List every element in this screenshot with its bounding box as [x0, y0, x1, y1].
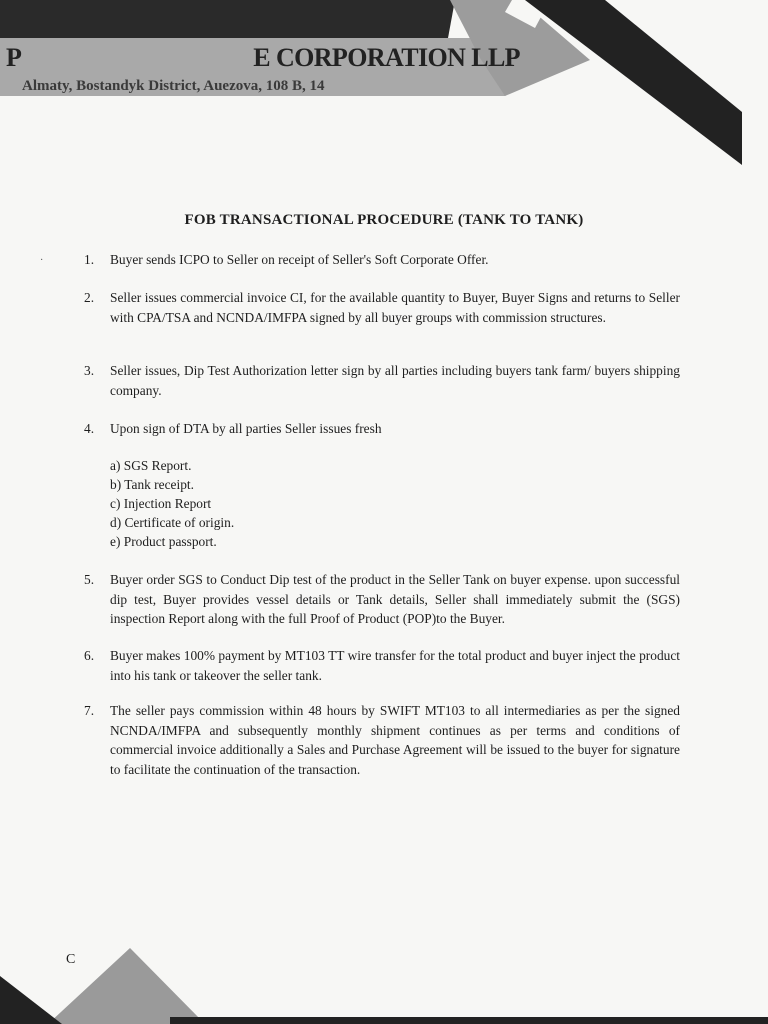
- company-address: Almaty, Bostandyk District, Auezova, 108 B, 14: [22, 78, 325, 94]
- list-item: [84, 250, 680, 270]
- item-text: Buyer sends ICPO to Seller on receipt of Seller's Soft Corporate Offer.: [110, 252, 489, 267]
- sub-item: d) Certificate of origin.: [110, 515, 235, 530]
- page-title: FOB TRANSACTIONAL PROCEDURE (TANK TO TANK): [184, 212, 584, 228]
- list-item: [84, 701, 680, 779]
- item-number: 3.: [84, 363, 95, 378]
- footer-letter: C: [66, 952, 76, 967]
- sub-item: b) Tank receipt.: [110, 477, 194, 492]
- item-number: 6.: [84, 648, 95, 663]
- footer-dark-triangle: [0, 976, 62, 1024]
- stray-mark: ·: [40, 255, 44, 266]
- item-number: 5.: [84, 572, 95, 587]
- item-number: 4.: [84, 421, 95, 436]
- list-item: [84, 288, 680, 327]
- sub-item: e) Product passport.: [110, 534, 217, 549]
- header-dark-band: [0, 0, 455, 38]
- list-item: [84, 570, 680, 629]
- list-item: [84, 646, 680, 685]
- item-text: Seller issues commercial invoice CI, for the available quantity to Buyer, Buyer Signs and returns to Seller with CPA/TSA and NCNDA/IMFPA signed by all buyer groups with commission structures.: [110, 290, 680, 325]
- footer-dark-line: [170, 1017, 768, 1024]
- item-text: Upon sign of DTA by all parties Seller issues fresh: [110, 421, 382, 436]
- item-number: 7.: [84, 703, 95, 718]
- item-number: 1.: [84, 252, 95, 267]
- sub-item: a) SGS Report.: [110, 458, 192, 473]
- item-text: Buyer makes 100% payment by MT103 TT wire transfer for the total product and buyer inject the product into his tank or takeover the seller tank.: [110, 648, 680, 683]
- item-text: Seller issues, Dip Test Authorization letter sign by all parties including buyers tank farm/ buyers shipping company.: [110, 363, 680, 398]
- item-text: Buyer order SGS to Conduct Dip test of the product in the Seller Tank on buyer expense. upon successful dip test, Buyer provides vessel details or Tank details, Seller shall immediately submit the (SGS) inspection Report along with the full Proof of Product (POP)to the Buyer.: [110, 572, 680, 626]
- item-text: The seller pays commission within 48 hours by SWIFT MT103 to all intermediaries as per the signed NCNDA/IMFPA and subsequently monthly shipment continues as per terms and conditions of commercial invoice additionally a Sales and Purchase Agreement will be issued to the buyer for signature to facilitate the continuation of the transaction.: [110, 703, 680, 777]
- item-number: 2.: [84, 290, 95, 305]
- company-name: P E CORPORATION LLP: [6, 43, 520, 72]
- header-dark-stripe: [525, 0, 742, 165]
- list-item: [84, 361, 680, 400]
- list-item: [84, 419, 680, 439]
- sub-list: [110, 456, 234, 551]
- sub-item: c) Injection Report: [110, 496, 212, 511]
